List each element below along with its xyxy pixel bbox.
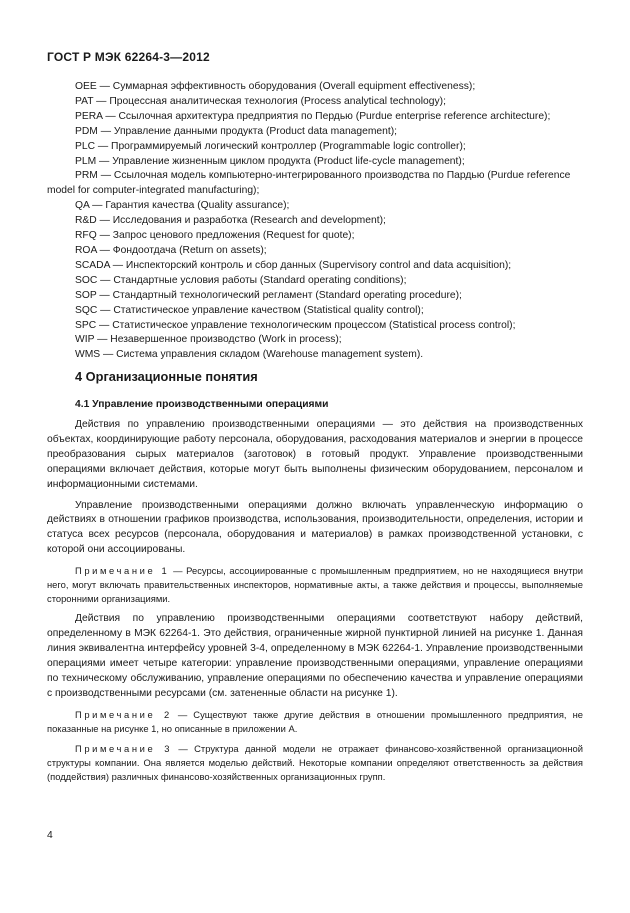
- abbreviation-list: [47, 80, 583, 363]
- note-label: Примечание 1: [75, 565, 170, 577]
- list-item: PLM — Управление жизненным циклом продукта (Product life-cycle management);: [75, 155, 465, 167]
- list-item: R&D — Исследования и разработка (Research and development);: [75, 215, 386, 227]
- list-item: WMS — Система управления складом (Warehouse management system).: [75, 349, 424, 361]
- note-1: [47, 564, 583, 606]
- list-item: OEE — Суммарная эффективность оборудования (Overall equipment effectiveness);: [75, 81, 476, 92]
- list-item: SPC — Статистическое управление технологическим процессом (Statistical process control);: [75, 319, 516, 331]
- paragraph: Действия по управлению производственными операциями — это действия на производственных объектах, координирующие работу персонала, оборудования, расходования материалов и энергии в процессе преобразования сырых материалов (заготовок) в готовый продукт. Управление производственными операциями включает действия, которые могут быть выполнены физическим оборудованием, персоналом и информационными системами.: [47, 419, 583, 490]
- note-3: [47, 742, 583, 784]
- list-item: QA — Гарантия качества (Quality assurance);: [75, 200, 290, 212]
- list-item: PDM — Управление данными продукта (Product data management);: [75, 125, 398, 137]
- note-text: — Ресурсы, ассоциированные с промышленным предприятием, но не находящиеся внутри него, могут включать правительственных инспекторов, нормативные акты, а также действия и процессы, выполняемые сторонними организациями.: [47, 565, 583, 605]
- note-text: — Существуют также другие действия в отношении промышленного предприятия, не показанные на рисунке 1, но описанные в приложении А.: [47, 708, 583, 734]
- paragraph: Управление производственными операциями должно включать управленческую информацию о действиях в отношении графиков производства, использования, производительности, определения, истории и статуса всех ресурсов (персонала, оборудования и материалов) в рамках производственной установки, с которой они ассоциированы.: [47, 499, 583, 556]
- paragraph: Действия по управлению производственными операциями соответствуют набору действий, определенному в МЭК 62264-1. Это действия, ограниченные жирной пунктирной линией на рисунке 1. Данная линия эквивалентна интерфейсу уровней 3-4, определенному в МЭК 62264-1. Управление производственными операциями имеет четыре категории: управление производственными операциями, управление операциями по техническому обслуживанию, управление операциями по обеспечению качества и управление операциями с производственными ресурсами (см. затененные области на рисунке 1).: [47, 613, 583, 699]
- page-number: 4: [47, 830, 53, 841]
- list-item: ROA — Фондоотдача (Return on assets);: [75, 244, 267, 256]
- note-text: — Структура данной модели не отражает финансово-хозяйственной организационной структуры компании. Она является моделью действий. Некоторые компании определяют ответственность за действия (поддействия) различных финансово-хозяйственных организационных групп.: [47, 743, 583, 783]
- list-item: PERA — Ссылочная архитектура предприятия по Пердью (Purdue enterprise reference architecture);: [75, 110, 551, 122]
- list-item: SCADA — Инспекторский контроль и сбор данных (Supervisory control and data acquisition);: [75, 259, 512, 271]
- list-item: SOP — Стандартный технологический регламент (Standard operating procedure);: [75, 289, 462, 301]
- list-item: WIP — Незавершенное производство (Work in process);: [75, 334, 342, 346]
- body-text: [47, 418, 583, 790]
- list-item: PLC — Программируемый логический контроллер (Programmable logic controller);: [75, 140, 466, 152]
- section-title: 4 Организационные понятия: [75, 369, 258, 384]
- list-item: SQC — Статистическое управление качеством (Statistical quality control);: [75, 304, 424, 316]
- list-item: PAT — Процессная аналитическая технология (Process analytical technology);: [75, 95, 446, 107]
- subsection-title: 4.1 Управление производственными операциями: [75, 399, 329, 410]
- list-item: RFQ — Запрос ценового предложения (Request for quote);: [75, 230, 355, 242]
- list-item: SOC — Стандартные условия работы (Standard operating conditions);: [75, 274, 407, 286]
- note-label: Примечание 2: [75, 708, 172, 720]
- list-item: PRM — Ссылочная модель компьютерно-интегрированного производства по Пардью (Purdue reference model for computer-integrated manufacturing);: [47, 170, 571, 197]
- document-header: ГОСТ Р МЭК 62264-3—2012: [47, 50, 210, 64]
- note-label: Примечание 3: [75, 743, 173, 755]
- note-2: [47, 708, 583, 736]
